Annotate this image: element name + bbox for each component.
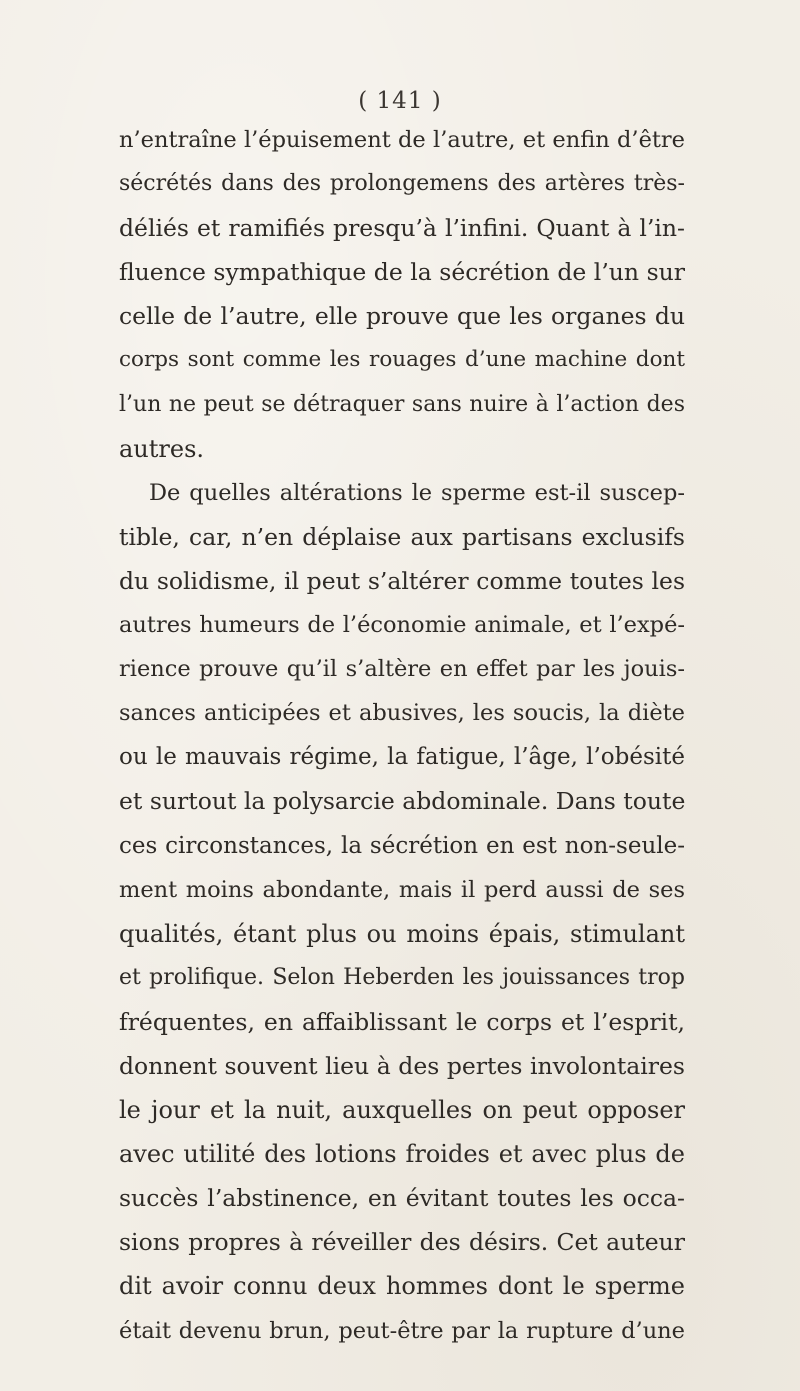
- text-line: ment moins abondante, mais il perd aussi de ses: [119, 876, 685, 903]
- body-text: [119, 118, 685, 1353]
- text-line: donnent souvent lieu à des pertes involontaires: [119, 1051, 685, 1080]
- text-line: était devenu brun, peut-être par la rupture d’une: [119, 1317, 685, 1344]
- text-line: fréquentes, en affaiblissant le corps et l’esprit,: [119, 1007, 685, 1036]
- text-line: rience prouve qu’il s’altère en effet par les jouis-: [119, 656, 685, 683]
- text-line: succès l’abstinence, en évitant toutes les occa-: [119, 1184, 685, 1213]
- text-line: corps sont comme les rouages d’une machine dont: [119, 347, 685, 373]
- text-line: celle de l’autre, elle prouve que les organes du: [119, 302, 685, 331]
- text-line: n’entraîne l’épuisement de l’autre, et enfin d’être: [119, 127, 685, 153]
- text-line: tible, car, n’en déplaise aux partisans exclusifs: [119, 522, 685, 551]
- text-line: du solidisme, il peut s’altérer comme toutes les: [119, 566, 685, 595]
- text-line: déliés et ramifiés presqu’à l’infini. Quant à l’in-: [119, 214, 685, 243]
- text-line: et prolifique. Selon Heberden les jouissances trop: [119, 964, 685, 990]
- text-line: avec utilité des lotions froides et avec plus de: [119, 1140, 685, 1169]
- page-number: ( 141 ): [358, 88, 442, 114]
- text-line: ou le mauvais régime, la fatigue, l’âge, l’obésité: [119, 744, 685, 771]
- text-line: ces circonstances, la sécrétion en est non-seule-: [119, 832, 685, 859]
- text-line: sécrétés dans des prolongemens des artères très-: [119, 171, 685, 197]
- text-line: le jour et la nuit, auxquelles on peut opposer: [119, 1096, 685, 1125]
- text-line: autres.: [119, 434, 205, 463]
- text-line: qualités, étant plus ou moins épais, stimulant: [119, 919, 685, 948]
- text-line: sions propres à réveiller des désirs. Cet auteur: [119, 1228, 685, 1257]
- text-line: fluence sympathique de la sécrétion de l’un sur: [119, 258, 685, 287]
- text-line: dit avoir connu deux hommes dont le sperme: [119, 1272, 685, 1301]
- text-line: l’un ne peut se détraquer sans nuire à l’action des: [119, 391, 685, 417]
- paragraph-start-line: De quelles altérations le sperme est-il suscep-: [149, 479, 685, 506]
- text-line: sances anticipées et abusives, les soucis, la diète: [119, 700, 685, 727]
- text-line: et surtout la polysarcie abdominale. Dans toute: [119, 787, 686, 816]
- text-line: autres humeurs de l’économie animale, et l’expé-: [119, 612, 685, 639]
